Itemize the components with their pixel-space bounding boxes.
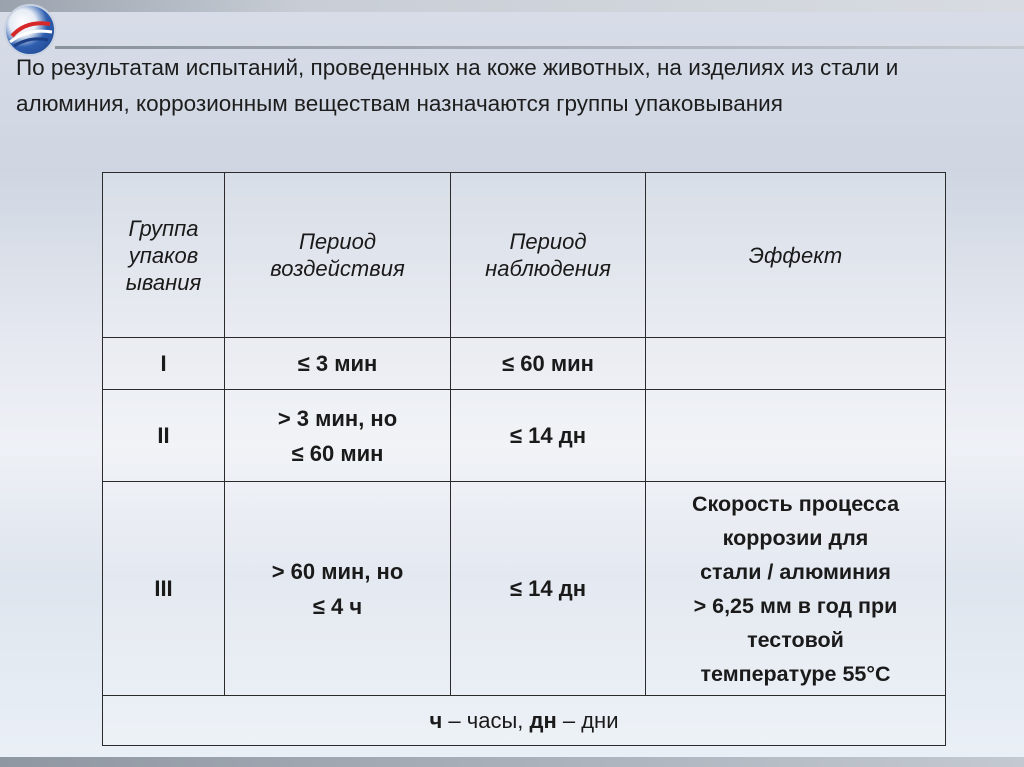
- table-footnote-row: [103, 696, 946, 746]
- table-header-row: [103, 173, 946, 338]
- packing-groups-table: [102, 172, 946, 746]
- intro-text: По результатам испытаний, проведенных на коже животных, на изделиях из стали и алюминия, коррозионным веществам назначаются группы упаковывания: [16, 55, 899, 116]
- table-row: [103, 390, 946, 482]
- group-cell: III: [103, 482, 225, 696]
- table-row: [103, 338, 946, 390]
- observation-cell: ≤ 14 дн: [451, 482, 646, 696]
- effect-cell: [646, 338, 946, 390]
- days-abbr: дн: [529, 707, 557, 733]
- days-text: – дни: [556, 707, 619, 733]
- exposure-cell: ≤ 3 мин: [225, 338, 451, 390]
- emblem-icon: [4, 4, 56, 56]
- top-decor-bar: [0, 0, 1024, 12]
- effect-cell: [646, 390, 946, 482]
- effect-cell: Скорость процесса коррозии для стали / алюминия > 6,25 мм в год при тестовой температуре 55°С: [646, 482, 946, 696]
- header-exposure-period: Период воздействия: [225, 173, 451, 338]
- group-cell: I: [103, 338, 225, 390]
- hours-text: – часы,: [442, 707, 530, 733]
- observation-cell: ≤ 60 мин: [451, 338, 646, 390]
- group-cell: II: [103, 390, 225, 482]
- header-observation-period: Период наблюдения: [451, 173, 646, 338]
- top-divider: [55, 46, 1024, 49]
- bottom-decor-bar: [0, 757, 1024, 767]
- table-row: [103, 482, 946, 696]
- header-packing-group: Группа упаков ывания: [103, 173, 225, 338]
- observation-cell: ≤ 14 дн: [451, 390, 646, 482]
- footnote: [103, 696, 946, 746]
- hours-abbr: ч: [429, 707, 443, 733]
- exposure-cell: > 60 мин, но ≤ 4 ч: [225, 482, 451, 696]
- exposure-cell: > 3 мин, но ≤ 60 мин: [225, 390, 451, 482]
- header-effect: Эффект: [646, 173, 946, 338]
